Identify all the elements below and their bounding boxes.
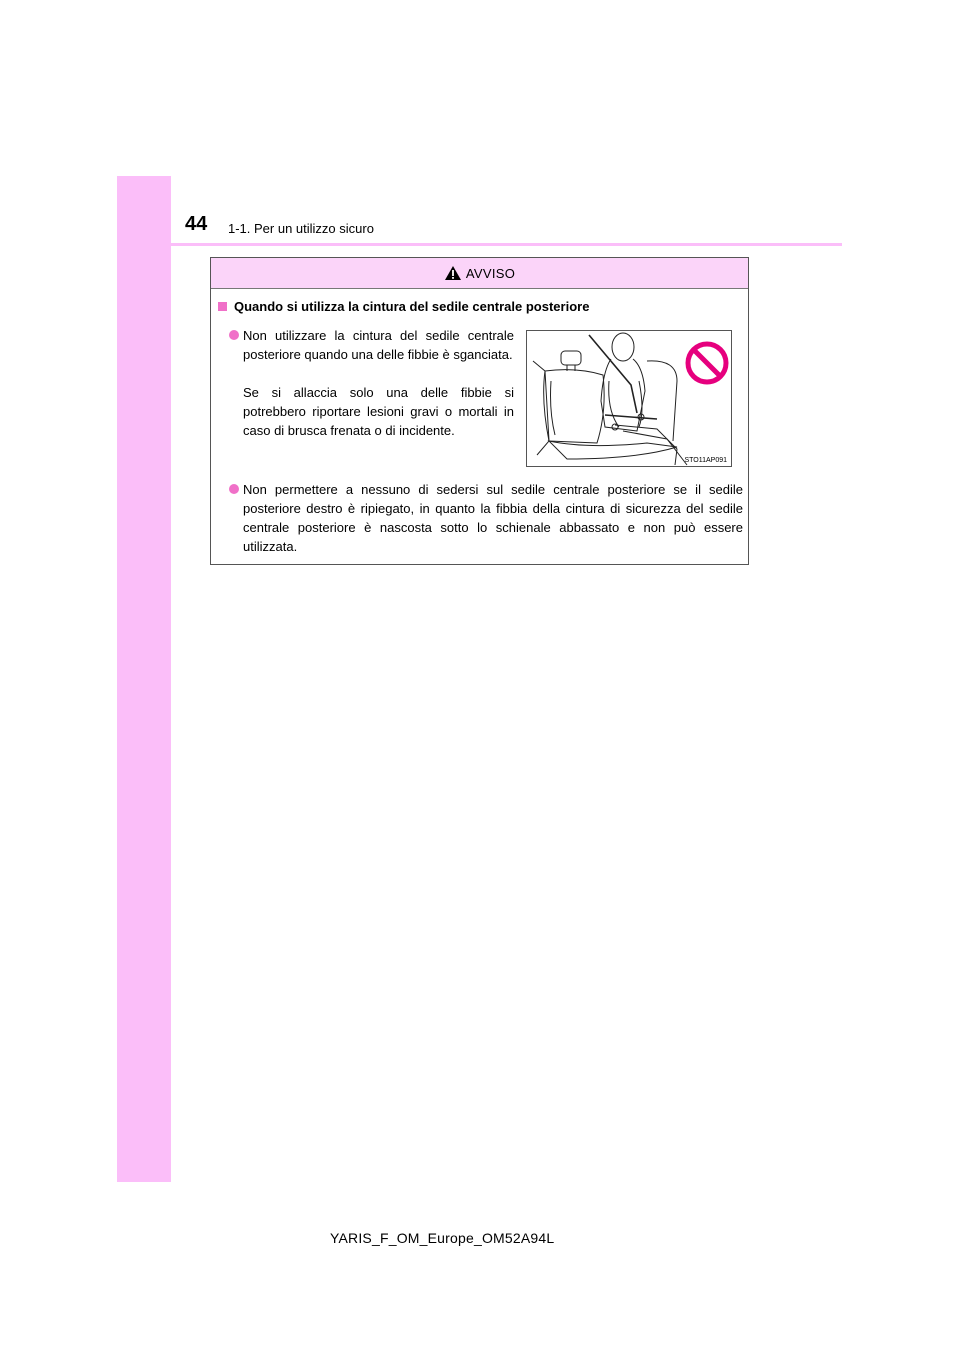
- bullet-text: Non utilizzare la cintura del sedile centrale posteriore quando una delle fibbie è sganciata.: [243, 328, 514, 362]
- section-title: 1-1. Per un utilizzo sicuro: [228, 221, 374, 236]
- page-number: 44: [185, 213, 208, 235]
- rear-seat-drawing: [527, 331, 731, 466]
- warning-header: [211, 258, 748, 289]
- round-bullet-icon: [229, 484, 239, 494]
- square-bullet-icon: [218, 302, 227, 311]
- bullet-text: Non permettere a nessuno di sedersi sul sedile centrale posteriore se il sedile posteriore destro è ripiegato, in quanto la fibbia della cintura di sicurezza del sedile centrale posteriore è nascosta sotto lo schienale abbassato e non può essere utilizzata.: [243, 482, 743, 554]
- seatbelt-illustration: [526, 330, 732, 467]
- round-bullet-icon: [229, 330, 239, 340]
- bullet-item: [243, 326, 514, 364]
- header-rule: [117, 243, 842, 246]
- bullet-detail-text: Se si allaccia solo una delle fibbie si potrebbero riportare lesioni gravi o mortali in caso di brusca frenata o di incidente.: [243, 385, 514, 438]
- sidebar-tab: [117, 176, 171, 1182]
- bullet-item: [243, 480, 743, 556]
- warning-box: [210, 257, 749, 565]
- warning-subheading-text: Quando si utilizza la cintura del sedile centrale posteriore: [234, 299, 590, 314]
- warning-triangle-icon: [444, 265, 462, 281]
- warning-subheading: [218, 299, 589, 314]
- document-id: YARIS_F_OM_Europe_OM52A94L: [330, 1230, 555, 1246]
- bullet-detail: [243, 383, 514, 440]
- warning-label: AVVISO: [465, 265, 516, 281]
- figure-code: STO11AP091: [684, 457, 727, 464]
